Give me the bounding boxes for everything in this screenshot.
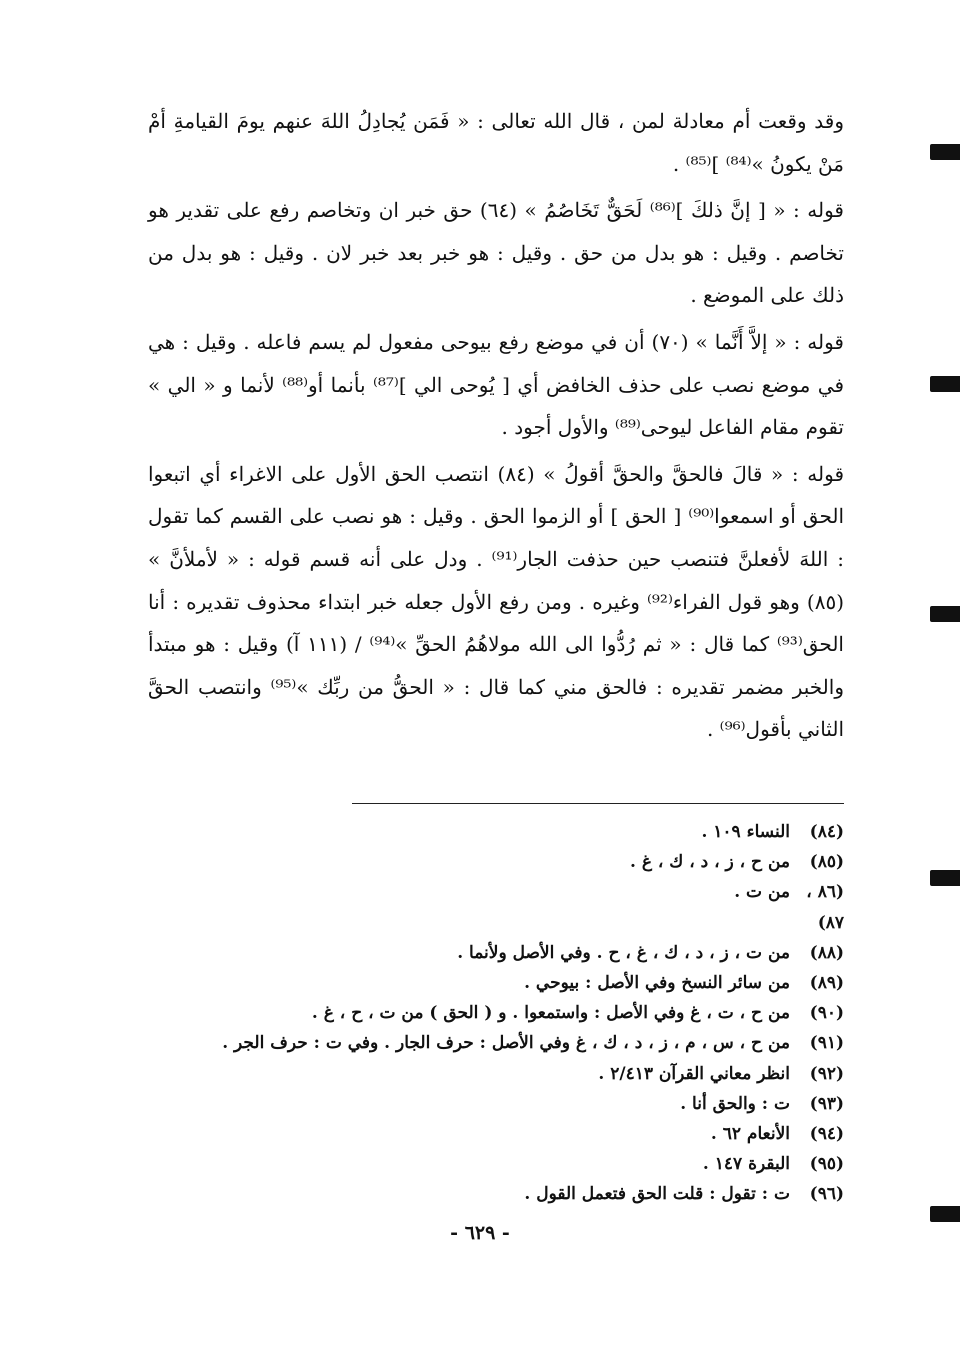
footnote-item xyxy=(148,1149,844,1179)
footnote-item xyxy=(148,877,844,937)
paragraph-4: قوله : « قالَ فالحقَّ والحقَّ أقولُ » (٨٤) انتصب الحق الأول على الاغراء أي اتبعوا الحق أو اسمعوا⁽⁹⁰⁾ [ الحق ] أو الزموا الحق . وقيل : هو نصب على القسم كما تقول : اللهَ لأفعلنَّ فتنصب حين حذفت الجار⁽⁹¹⁾ . ودل على أنه قسم قوله : « لأملأنَّ » (٨٥) وهو قول الفراء⁽⁹²⁾ وغيره . ومن رفع الأول جعله خبر ابتداء محذوف تقديره : أنا الحق⁽⁹³⁾ كما قال : « ثم رُدُّوا الى الله مولاهُمُ الحقِّ »⁽⁹⁴⁾ / (١١١ آ) وقيل : هو مبتدأ والخبر مضمر تقديره : فالحق مني كما قال : « الحقُّ من ربِّك »⁽⁹⁵⁾ وانتصب الحقَّ الثاني بأقول⁽⁹⁶⁾ . xyxy=(148,461,845,742)
main-text xyxy=(148,100,844,755)
margin-mark xyxy=(930,376,960,392)
footnotes xyxy=(148,817,844,1210)
margin-mark xyxy=(930,606,960,622)
footnote-number: (٩٢) xyxy=(809,1063,844,1084)
footnote-number: (٩٠) xyxy=(809,1003,844,1024)
footnote-number: (٨٦ ، ٨٧) xyxy=(806,882,844,933)
footnote-separator xyxy=(352,803,844,804)
footnote-item xyxy=(148,1059,844,1089)
footnote-item xyxy=(148,817,844,847)
footnote-item xyxy=(148,998,844,1028)
paragraph-2: قوله : « [ إنَّ ذلكَ ]⁽⁸⁶⁾ لَحَقٌّ تَخَاصُمُ » (٦٤) حق خبر ان وتخاصم رفع على تقدير هو تخاصم . وقيل : هو بدل من حق . وقيل : هو خبر بعد خبر لان . وقيل : هو بدل من ذلك على الموضع . xyxy=(148,198,844,308)
footnote-item xyxy=(148,1179,844,1209)
paragraph-3: قوله : « إلاَّ أَنَّما » (٧٠) أن في موضع رفع بيوحى مفعول لم يسم فاعله . وقيل : هي في موضع نصب على حذف الخافض أي [ يُوحى الي ]⁽⁸⁷⁾ بأنما أو⁽⁸⁸⁾ لأنما و « الي » تقوم مقام الفاعل ليوحى⁽⁸⁹⁾ والأول أجود . xyxy=(148,329,844,440)
footnote-number: (٨٥) xyxy=(809,852,844,873)
footnote-number: (٩١) xyxy=(809,1033,844,1054)
footnote-text: الأنعام ٦٢ . xyxy=(710,1124,790,1145)
footnote-item xyxy=(148,1089,844,1119)
paragraph-1: وقد وقعت أم معادلة لمن ، قال الله تعالى : « فَمَن يُجادِلُ اللهَ عنهم يومَ القيامةِ أمْ مَنْ يكونُ »⁽⁸⁴⁾ ]⁽⁸⁵⁾ . xyxy=(148,109,844,176)
footnote-number: (٩٥) xyxy=(809,1154,844,1175)
footnote-number: (٩٤) xyxy=(809,1124,844,1145)
footnote-number: (٨٨) xyxy=(809,942,844,963)
footnote-text: من ت . xyxy=(734,882,790,903)
footnote-item xyxy=(148,1028,844,1058)
margin-mark xyxy=(930,870,960,886)
footnote-number: (٨٩) xyxy=(809,973,844,994)
footnote-text: من ح ، ز ، د ، ك ، غ . xyxy=(629,852,790,873)
footnote-text: من ح ، س ، م ، ز ، د ، ك ، غ وفي الأصل : حرف الجار . وفي ت : حرف الجر . xyxy=(222,1033,790,1054)
footnote-number: (٨٤) xyxy=(809,822,844,842)
margin-mark xyxy=(930,144,960,160)
footnote-text: من ح ، ت ، غ وفي الأصل : واستمعوا . و ( الحق ) من ت ، ح ، غ . xyxy=(311,1003,790,1024)
footnote-text: ت : والحق أنا . xyxy=(680,1093,790,1114)
page-number: - ٦٢٩ - xyxy=(450,1222,510,1244)
footnote-text: انظر معاني القرآن ٢/٤١٣ . xyxy=(598,1063,790,1084)
footnote-item xyxy=(148,1119,844,1149)
footnote-number: (٩٣) xyxy=(809,1093,844,1114)
footnote-item xyxy=(148,968,844,998)
footnote-text: ت : تقول : قلت الحق فتعمل القول . xyxy=(524,1184,790,1205)
footnote-item xyxy=(148,938,844,968)
footnote-text: النساء ١٠٩ . xyxy=(701,822,790,842)
footnote-text: البقرة ١٤٧ . xyxy=(702,1154,790,1175)
footnote-number: (٩٦) xyxy=(809,1184,844,1205)
margin-mark xyxy=(930,1206,960,1222)
footnote-text: من ت ، ز ، د ، ك ، غ ، ح . وفي الأصل ولأنما . xyxy=(457,942,790,963)
footnote-text: من سائر النسخ وفي الأصل : بيوحي . xyxy=(524,973,790,994)
footnote-item xyxy=(148,847,844,877)
